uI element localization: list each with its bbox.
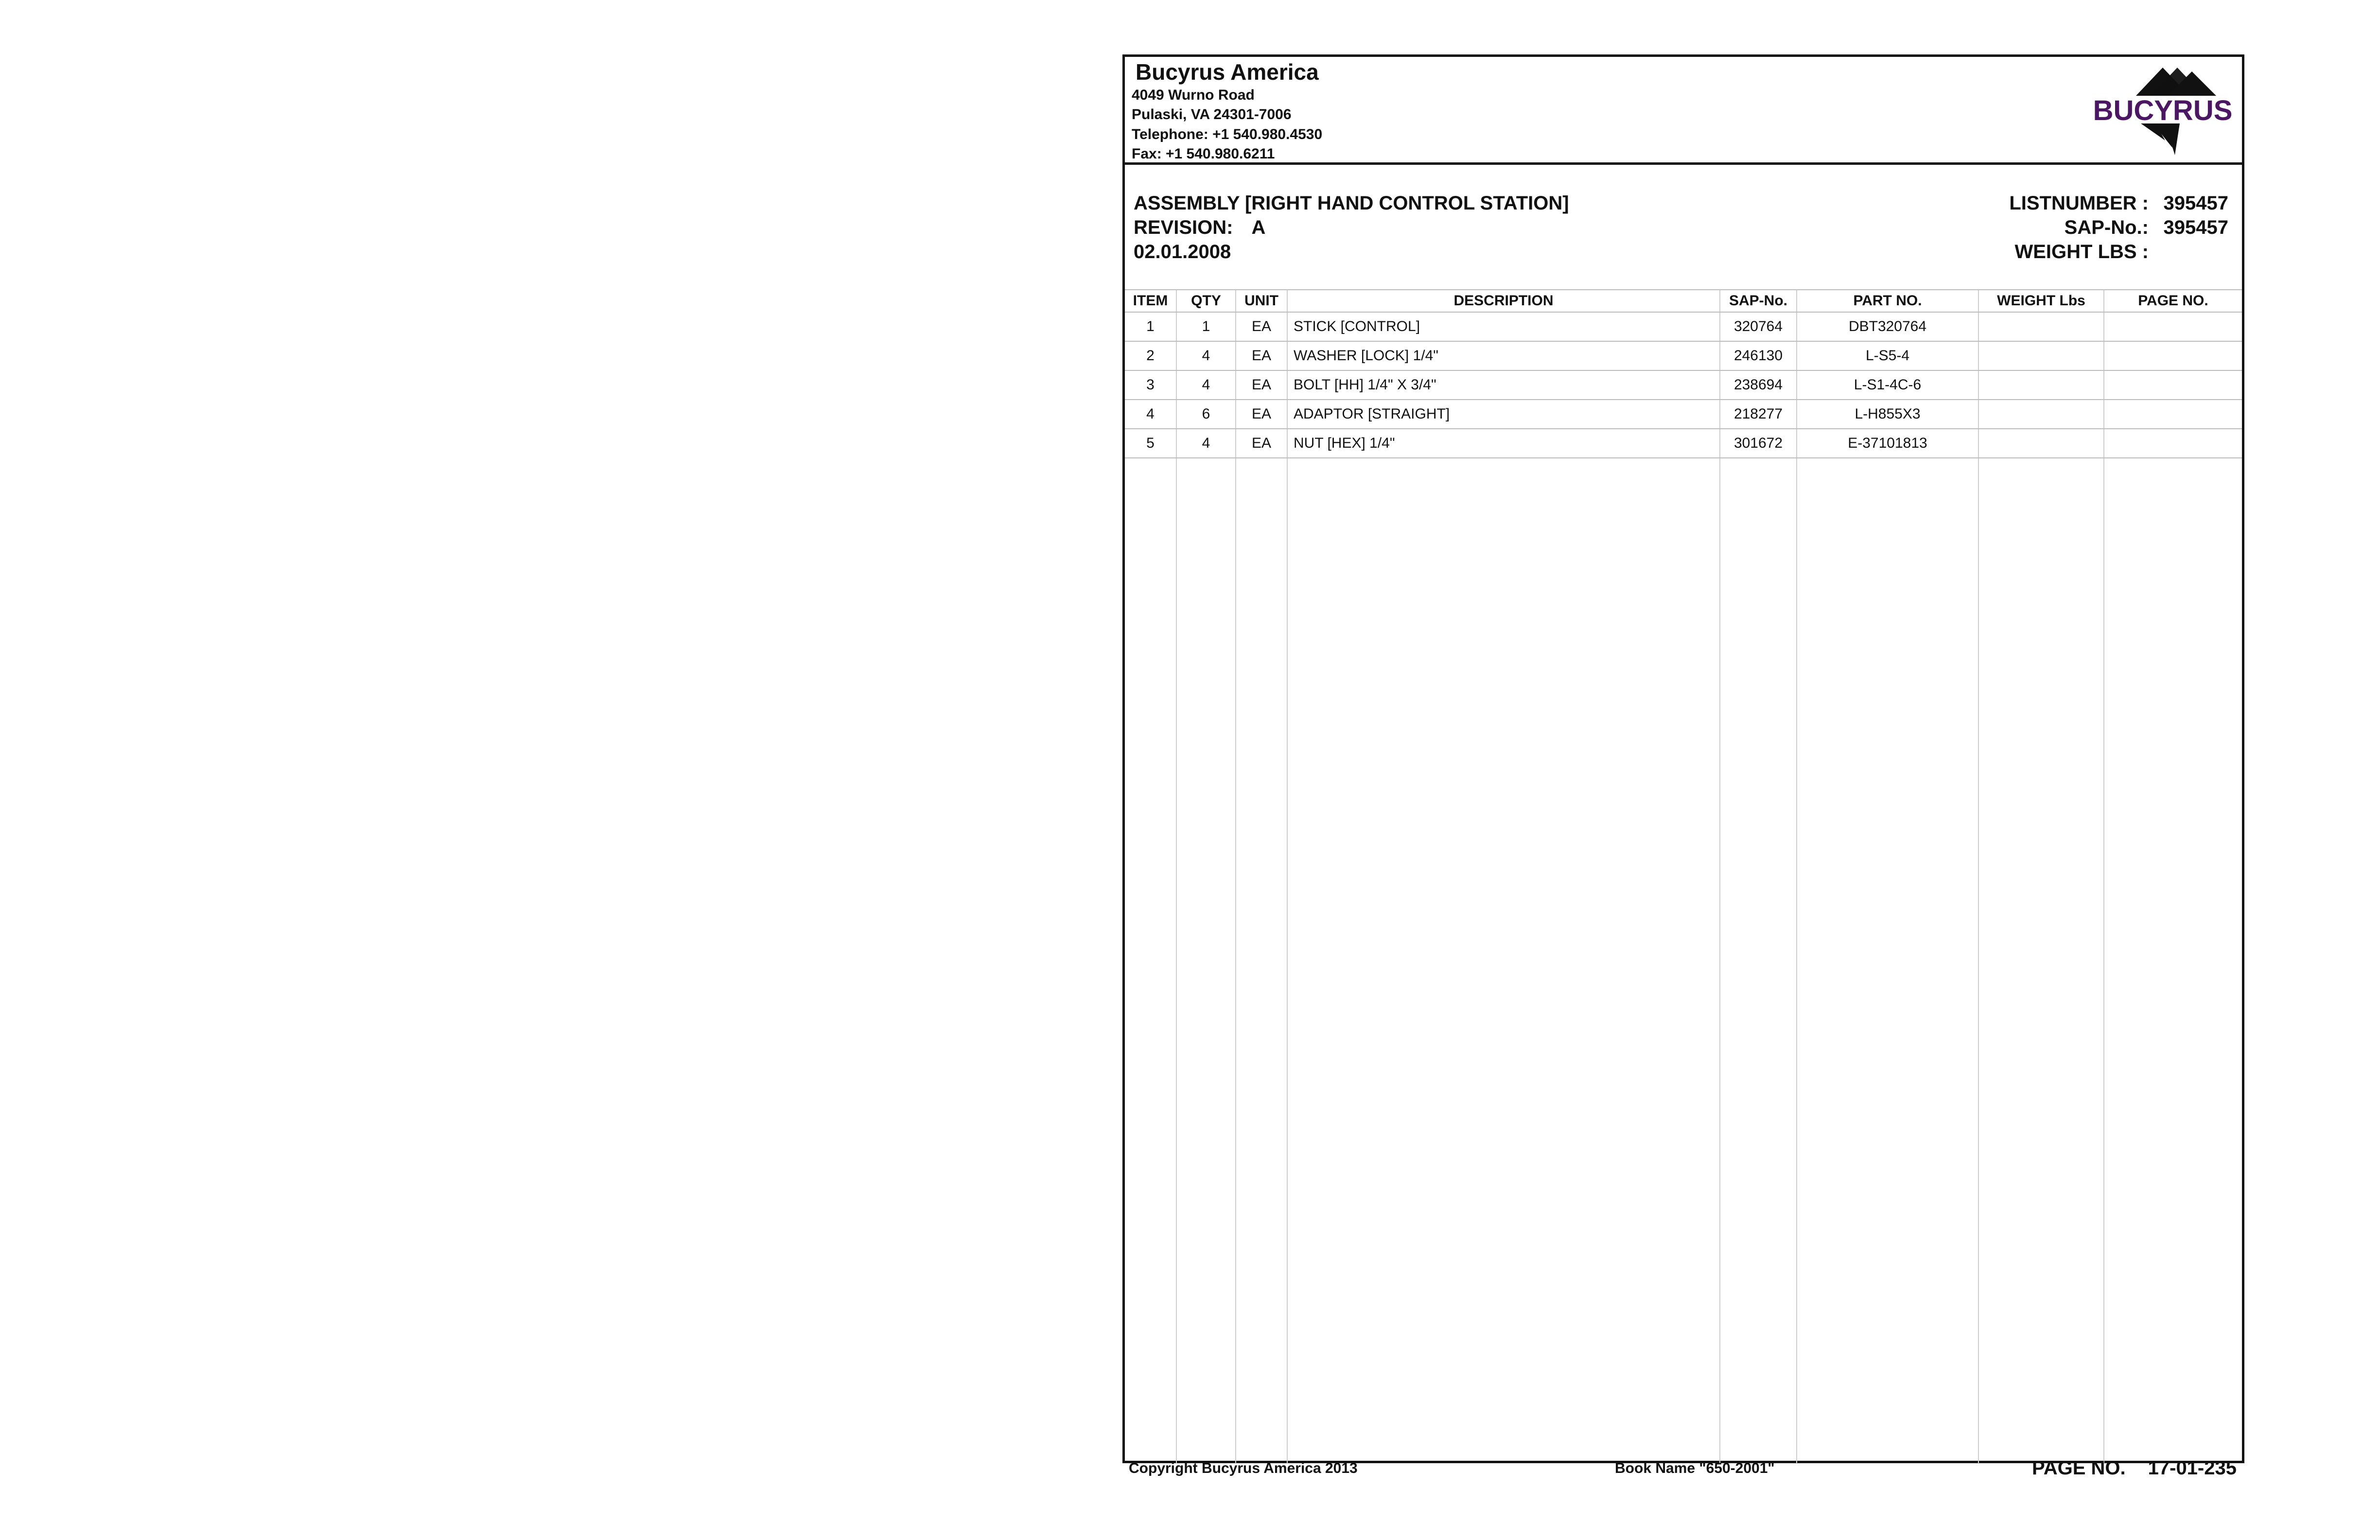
part-cell: E-37101813 [1797,429,1978,458]
column-header-qty: QTY [1176,290,1236,312]
parts-table [1125,289,2242,1464]
column-header-sap-no: SAP-No. [1720,290,1797,312]
column-header-description: DESCRIPTION [1287,290,1720,312]
table-empty-space [1125,458,2242,1464]
revision-value: A [1251,217,1266,238]
description-cell: WASHER [LOCK] 1/4" [1287,341,1720,370]
sap-cell: 238694 [1720,370,1797,400]
description-cell: ADAPTOR [STRAIGHT] [1287,400,1720,429]
part-cell: L-S5-4 [1797,341,1978,370]
weight-cell [1978,429,2104,458]
page-cell [2104,312,2242,341]
page-number [2032,1457,2237,1479]
address-line: Pulaski, VA 24301-7006 [1132,106,1292,122]
item-cell: 4 [1125,400,1176,429]
unit-cell: EA [1236,341,1287,370]
page-number-label: PAGE NO. [2032,1457,2126,1479]
page-number-value: 17-01-235 [2148,1457,2237,1479]
sap-number-value: 395457 [2163,217,2228,238]
weight-cell [1978,312,2104,341]
bucyrus-logo [2092,68,2233,155]
page-cell [2104,341,2242,370]
book-name: Book Name "650-2001" [1615,1460,1775,1476]
assembly-date: 02.01.2008 [1134,241,1231,262]
company-name: Bucyrus America [1136,59,1319,85]
page-cell [2104,400,2242,429]
table-row [1125,429,2242,458]
assembly-title: ASSEMBLY [RIGHT HAND CONTROL STATION] [1134,192,1569,214]
column-header-part-no: PART NO. [1797,290,1978,312]
telephone-line: Telephone: +1 540.980.4530 [1132,126,1323,142]
column-header-weight: WEIGHT Lbs [1978,290,2104,312]
sap-cell: 320764 [1720,312,1797,341]
description-cell: NUT [HEX] 1/4" [1287,429,1720,458]
column-header-item: ITEM [1125,290,1176,312]
description-cell: STICK [CONTROL] [1287,312,1720,341]
parts-list-sheet [1122,54,2244,1463]
sap-cell: 301672 [1720,429,1797,458]
unit-cell: EA [1236,400,1287,429]
fax-line: Fax: +1 540.980.6211 [1132,146,1275,162]
item-cell: 3 [1125,370,1176,400]
list-meta [2009,191,2228,264]
weight-value [2149,240,2228,264]
listnumber-label: LISTNUMBER : [2009,192,2149,214]
weight-cell [1978,370,2104,400]
weight-label: WEIGHT LBS : [2014,241,2149,262]
table-row [1125,400,2242,429]
sap-cell: 246130 [1720,341,1797,370]
unit-cell: EA [1236,312,1287,341]
item-cell: 2 [1125,341,1176,370]
column-header-page-no: PAGE NO. [2104,290,2242,312]
qty-cell: 4 [1176,429,1236,458]
part-cell: L-H855X3 [1797,400,1978,429]
copyright-notice: Copyright Bucyrus America 2013 [1129,1460,1358,1476]
revision-label: REVISION: [1134,217,1233,238]
sap-number-label: SAP-No.: [2064,217,2149,238]
unit-cell: EA [1236,429,1287,458]
qty-cell: 6 [1176,400,1236,429]
assembly-info [1134,191,1569,264]
qty-cell: 4 [1176,341,1236,370]
qty-cell: 1 [1176,312,1236,341]
qty-cell: 4 [1176,370,1236,400]
part-cell: DBT320764 [1797,312,1978,341]
weight-cell [1978,400,2104,429]
company-header [1125,57,2242,165]
page-cell [2104,370,2242,400]
column-header-unit: UNIT [1236,290,1287,312]
table-header-row [1125,290,2242,312]
item-cell: 1 [1125,312,1176,341]
table-row [1125,341,2242,370]
listnumber-value: 395457 [2163,192,2228,214]
table-row [1125,370,2242,400]
sap-cell: 218277 [1720,400,1797,429]
table-row [1125,312,2242,341]
address-line: 4049 Wurno Road [1132,87,1255,103]
unit-cell: EA [1236,370,1287,400]
page-cell [2104,429,2242,458]
logo-text: BUCYRUS [2093,95,2233,126]
part-cell: L-S1-4C-6 [1797,370,1978,400]
description-cell: BOLT [HH] 1/4" X 3/4" [1287,370,1720,400]
item-cell: 5 [1125,429,1176,458]
weight-cell [1978,341,2104,370]
